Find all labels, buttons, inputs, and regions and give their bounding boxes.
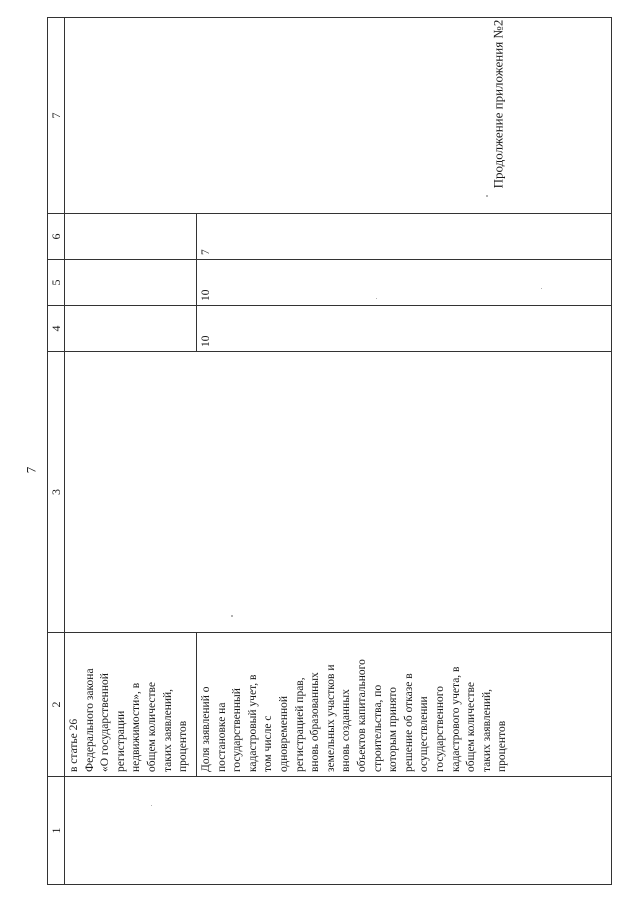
row-1-col-6-value bbox=[65, 214, 196, 259]
header-col-2: 2 bbox=[48, 633, 65, 777]
scan-speck bbox=[376, 298, 377, 299]
scan-speck bbox=[486, 195, 488, 197]
cell-col-6 bbox=[65, 214, 612, 260]
row-1-col-5-value bbox=[65, 260, 196, 305]
row-2-col-5-value: 10 bbox=[196, 260, 217, 305]
header-row bbox=[48, 18, 65, 885]
row-2-col-4-value: 10 bbox=[196, 306, 217, 351]
cell-col-5 bbox=[65, 260, 612, 306]
row-2-indicator-text: Доля заявлений о постановке на государственный кадастровый учет, в том числе с одновременной регистрацией прав, вновь образованных земельных участков и вновь созданных объектов капитального строительства, по которым принято решение об отказе в осуществлении государственного кадастрового учета, в общем количестве таких заявлений, процентов bbox=[196, 633, 513, 776]
cell-col-1 bbox=[65, 777, 612, 885]
row-1-indicator-text: в статье 26 Федерального закона «О государственной регистрации недвижимости», в общем количестве таких заявлений, процентов bbox=[68, 668, 190, 772]
row-1-col-4-value bbox=[65, 306, 196, 351]
header-col-7: 7 bbox=[48, 18, 65, 214]
data-table bbox=[47, 17, 612, 885]
cell-col-7 bbox=[65, 18, 612, 214]
cell-col-4 bbox=[65, 306, 612, 352]
data-table-wrapper bbox=[47, 18, 612, 885]
header-col-5: 5 bbox=[48, 260, 65, 306]
header-col-4: 4 bbox=[48, 306, 65, 352]
scan-speck bbox=[231, 615, 233, 617]
header-col-1: 1 bbox=[48, 777, 65, 885]
cell-col-3 bbox=[65, 352, 612, 633]
page-number: 7 bbox=[23, 466, 39, 474]
header-col-3: 3 bbox=[48, 352, 65, 633]
header-col-6: 6 bbox=[48, 214, 65, 260]
row-2-col-6-value: 7 bbox=[196, 214, 217, 259]
cell-col-2 bbox=[65, 633, 612, 777]
body-row bbox=[65, 18, 612, 885]
scan-speck bbox=[151, 805, 152, 806]
continuation-label-text: Продолжение приложения №2 bbox=[490, 19, 506, 189]
scan-speck bbox=[541, 288, 542, 289]
